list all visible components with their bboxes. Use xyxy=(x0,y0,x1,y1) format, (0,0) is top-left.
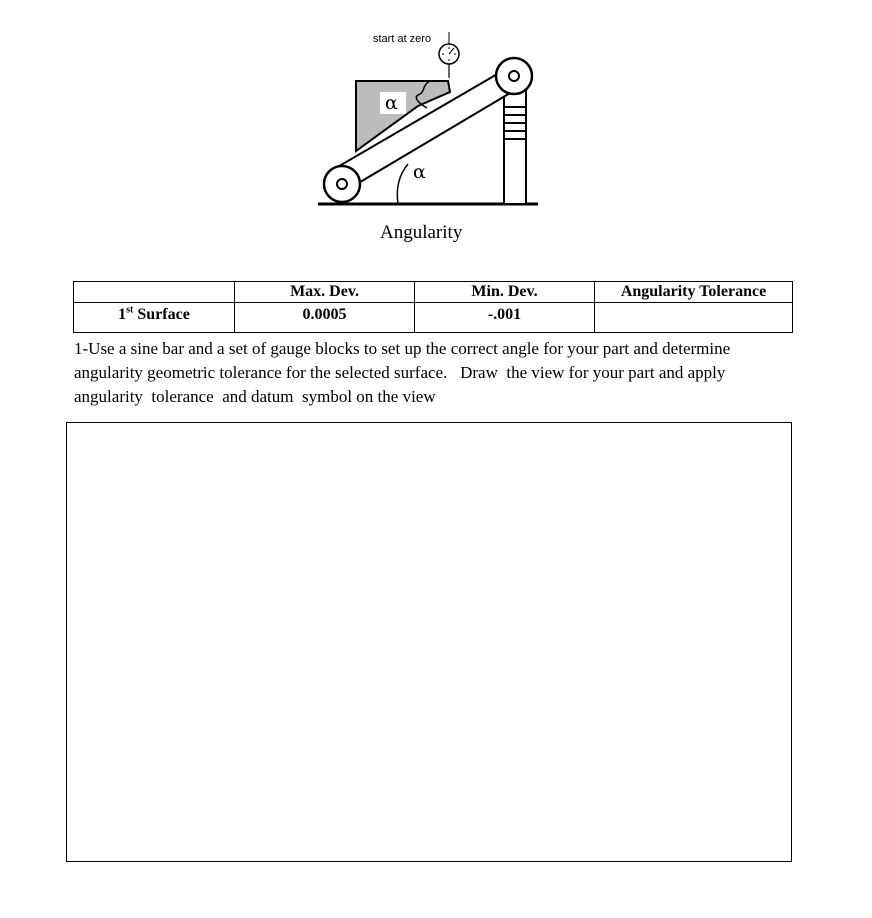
table-row xyxy=(74,303,793,333)
row-label-text: Surface xyxy=(133,306,190,323)
table-header-row xyxy=(74,282,793,303)
instructions-line-2: angularity geometric tolerance for the selected surface. Draw the view for your part and apply xyxy=(74,363,726,382)
instructions-line-1: 1-Use a sine bar and a set of gauge blocks to set up the correct angle for your part and determine xyxy=(74,339,731,358)
alpha-label-top: α xyxy=(385,92,398,114)
start-at-zero-label: start at zero xyxy=(373,33,432,45)
cell-min-dev-value: -.001 xyxy=(415,303,595,333)
instructions-paragraph xyxy=(74,337,794,409)
results-table xyxy=(73,281,793,333)
header-angularity-tolerance: Angularity Tolerance xyxy=(595,282,793,303)
header-min-dev: Min. Dev. xyxy=(415,282,595,303)
header-max-dev: Max. Dev. xyxy=(235,282,415,303)
drawing-area[interactable] xyxy=(66,422,792,862)
cell-max-dev-value: 0.0005 xyxy=(235,303,415,333)
angularity-diagram xyxy=(300,20,560,250)
header-empty-cell xyxy=(74,282,235,303)
alpha-label-bottom: α xyxy=(413,161,426,183)
angle-arc xyxy=(397,164,408,204)
row-label-first-surface xyxy=(74,303,235,333)
figure-caption: Angularity xyxy=(380,222,463,243)
sine-bar-setup-illustration xyxy=(300,20,560,250)
row-label-number: 1 xyxy=(118,306,127,323)
row-label-ordinal: st xyxy=(126,304,134,316)
cell-angularity-tolerance-input[interactable] xyxy=(595,303,793,333)
instructions-line-3: angularity tolerance and datum symbol on the view xyxy=(74,387,436,406)
